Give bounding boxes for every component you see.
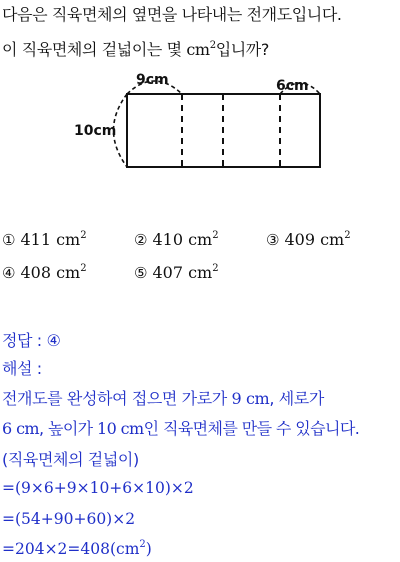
explanation-width-value: 9 cm xyxy=(231,389,270,408)
formula-line-3-exp: 2 xyxy=(139,539,146,550)
depth-label: 6cm xyxy=(276,78,309,94)
option-2-unit: cm xyxy=(188,230,213,249)
option-2-exp: 2 xyxy=(212,230,219,241)
formula-line-3-pre: =204×2=408(cm xyxy=(2,540,140,558)
option-3-mark: ③ xyxy=(266,231,280,249)
option-4[interactable] xyxy=(2,263,87,282)
answer-line xyxy=(2,328,60,351)
option-3-value: 409 xyxy=(284,230,315,249)
option-4-value: 408 xyxy=(20,263,51,282)
option-5-unit: cm xyxy=(188,263,213,282)
net-figure xyxy=(0,70,400,180)
option-1-exp: 2 xyxy=(80,230,87,241)
option-1-mark: ① xyxy=(2,231,16,249)
explanation-line-2 xyxy=(2,416,359,439)
option-1-value: 411 xyxy=(20,230,51,249)
option-2[interactable] xyxy=(134,230,219,249)
option-4-unit: cm xyxy=(56,263,81,282)
option-5-mark: ⑤ xyxy=(134,264,148,282)
option-4-exp: 2 xyxy=(80,263,87,274)
option-1-unit: cm xyxy=(56,230,81,249)
formula-line-3-post: ) xyxy=(145,540,152,558)
explanation-line-1 xyxy=(2,386,324,409)
question-unit-exp: 2 xyxy=(209,40,216,51)
question-line-2-pre: 이 직육면체의 겉넓이는 몇 xyxy=(2,40,187,59)
question-unit: cm xyxy=(186,40,210,59)
option-5-exp: 2 xyxy=(212,263,219,274)
answer-label: 정답 : xyxy=(2,331,47,350)
explanation-line-1-pre: 전개도를 완성하여 접으면 가로가 xyxy=(2,389,232,408)
formula-line-1: =(9×6+9×10+6×10)×2 xyxy=(2,479,194,497)
option-5-value: 407 xyxy=(152,263,183,282)
formula-line-2: =(54+90+60)×2 xyxy=(2,510,136,528)
explanation-label: 해설 : xyxy=(2,359,42,378)
question-line-2-post: 입니까? xyxy=(215,40,269,59)
option-3-unit: cm xyxy=(320,230,345,249)
explanation-line-2-post: 인 직육면체를 만들 수 있습니다. xyxy=(143,419,360,438)
option-2-mark: ② xyxy=(134,231,148,249)
option-3-exp: 2 xyxy=(344,230,351,241)
formula-line-3 xyxy=(2,540,152,558)
width-label: 9cm xyxy=(136,72,169,88)
explanation-line-2-mid: , 높이가 xyxy=(39,419,98,438)
option-1[interactable] xyxy=(2,230,87,249)
height-label: 10cm xyxy=(74,123,117,139)
option-3[interactable] xyxy=(266,230,351,249)
explanation-depth-value: 6 cm xyxy=(2,419,39,438)
answer-mark: ④ xyxy=(46,331,61,350)
option-2-value: 410 xyxy=(152,230,183,249)
explanation-height-value: 10 cm xyxy=(97,419,144,438)
option-5[interactable] xyxy=(134,263,219,282)
question-line-2 xyxy=(2,37,269,60)
question-line-1: 다음은 직육면체의 옆면을 나타내는 전개도입니다. xyxy=(2,5,342,24)
explanation-line-3: (직육면체의 겉넓이) xyxy=(2,450,139,469)
explanation-line-1-post: , 세로가 xyxy=(269,389,324,408)
option-4-mark: ④ xyxy=(2,264,16,282)
